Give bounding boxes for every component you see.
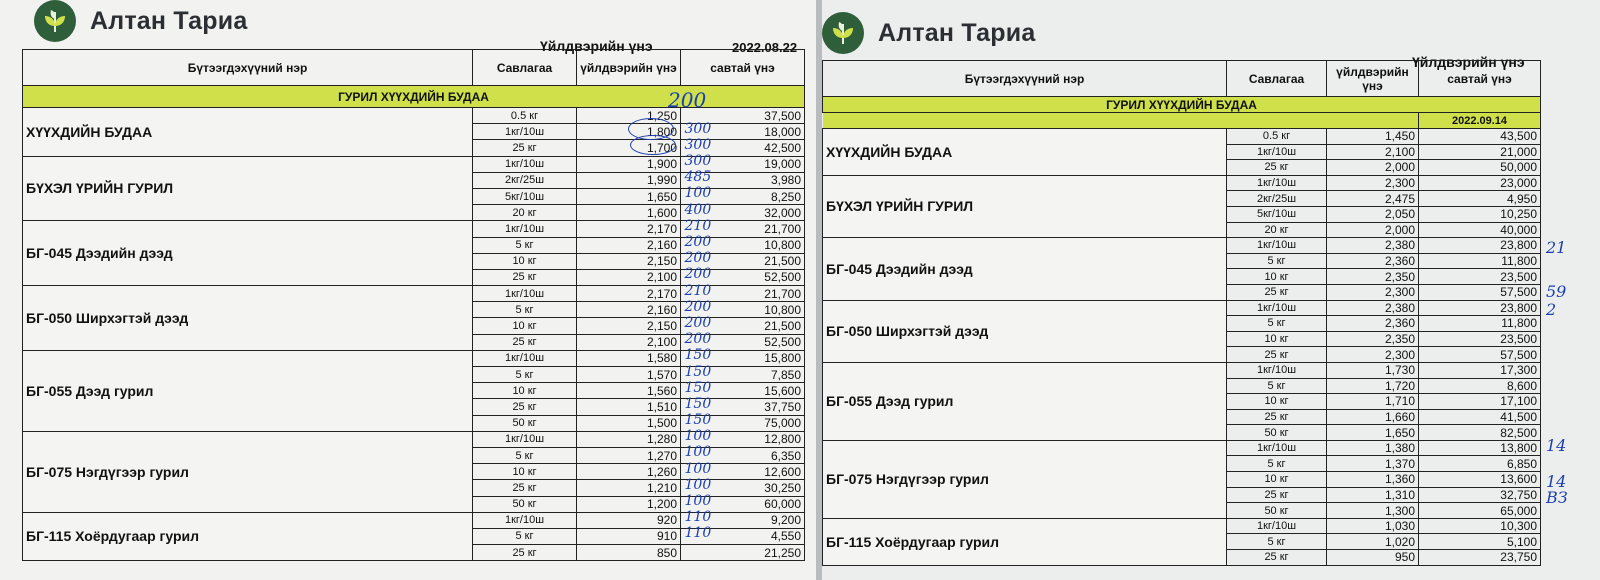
packaged-price-cell: 10,800 [681, 302, 805, 318]
factory-price-cell: 1,280 [577, 431, 681, 447]
handwritten-note: 100 [684, 428, 712, 445]
header-package: Савлагаа [1227, 61, 1327, 97]
package-cell: 5 кг [473, 528, 577, 544]
factory-price-cell: 850 [577, 545, 681, 561]
packaged-price-cell: 50,000 [1419, 160, 1541, 176]
package-cell: 50 кг [473, 496, 577, 512]
package-cell: 10 кг [1227, 331, 1327, 347]
product-name: БГ-115 Хоёрдугаар гурил [23, 512, 473, 561]
packaged-price-cell: 10,250 [1419, 206, 1541, 222]
handwritten-note: 150 [684, 363, 712, 380]
package-cell: 1кг/10ш [473, 156, 577, 172]
price-list-title: Үйлдвэрийн үнэ [1412, 54, 1525, 70]
factory-price-cell: 1,700 [577, 140, 681, 156]
header-packaged-price: савтай үнэ [1419, 61, 1541, 97]
handwritten-margin-note: ВЗ [1546, 488, 1568, 507]
package-cell: 5 кг [1227, 378, 1327, 394]
handwritten-note: 100 [684, 476, 712, 493]
packaged-price-cell: 23,500 [1419, 269, 1541, 285]
factory-price-cell: 1,580 [577, 350, 681, 366]
handwritten-note: 150 [684, 395, 712, 412]
packaged-price-cell: 19,000 [681, 156, 805, 172]
factory-price-cell: 2,150 [577, 318, 681, 334]
product-name: БГ-045 Дээдийн дээд [823, 238, 1227, 300]
packaged-price-cell: 9,200 [681, 512, 805, 528]
packaged-price-cell: 65,000 [1419, 503, 1541, 519]
brand-name: Алтан Тариа [878, 18, 1036, 47]
packaged-price-cell: 21,250 [681, 545, 805, 561]
packaged-price-cell: 6,350 [681, 447, 805, 463]
factory-price-cell: 1,380 [1327, 440, 1419, 456]
factory-price-cell: 1,800 [577, 124, 681, 140]
factory-price-cell: 1,200 [577, 496, 681, 512]
handwritten-note: 200 [684, 298, 712, 315]
factory-price-cell: 2,150 [577, 253, 681, 269]
handwritten-note: 100 [684, 444, 712, 461]
table-row [823, 518, 1541, 534]
packaged-price-cell: 11,800 [1419, 316, 1541, 332]
handwritten-margin-note: 59 [1546, 282, 1567, 301]
packaged-price-cell: 12,800 [681, 431, 805, 447]
packaged-price-cell: 42,500 [681, 140, 805, 156]
handwritten-note: 150 [684, 347, 712, 364]
handwritten-margin-note: 14 [1546, 472, 1567, 491]
product-name: БГ-045 Дээдийн дээд [23, 221, 473, 286]
handwritten-note: 150 [684, 379, 712, 396]
table-row [823, 129, 1541, 145]
packaged-price-cell: 15,600 [681, 383, 805, 399]
handwritten-note: 100 [684, 460, 712, 477]
factory-price-cell: 1,710 [1327, 394, 1419, 410]
package-cell: 50 кг [1227, 503, 1327, 519]
package-cell: 2кг/25ш [1227, 191, 1327, 207]
table-row [823, 175, 1541, 191]
handwritten-note: 200 [684, 331, 712, 348]
factory-price-cell: 2,000 [1327, 160, 1419, 176]
package-cell: 0.5 кг [1227, 129, 1327, 145]
package-cell: 5 кг [473, 367, 577, 383]
packaged-price-cell: 23,500 [1419, 331, 1541, 347]
packaged-price-cell: 10,300 [1419, 518, 1541, 534]
factory-price-cell: 2,000 [1327, 222, 1419, 238]
factory-price-cell: 950 [1327, 550, 1419, 566]
packaged-price-cell: 23,800 [1419, 300, 1541, 316]
packaged-price-cell: 52,500 [681, 269, 805, 285]
factory-price-cell: 2,380 [1327, 300, 1419, 316]
wheat-leaf-icon [34, 0, 76, 42]
packaged-price-cell: 4,950 [1419, 191, 1541, 207]
product-name: БГ-075 Нэгдүгээр гурил [23, 431, 473, 512]
packaged-price-cell: 5,100 [1419, 534, 1541, 550]
packaged-price-cell: 82,500 [1419, 425, 1541, 441]
table-row [823, 362, 1541, 378]
section-title: ГУРИЛ ХҮҮХДИЙН БУДАА [823, 97, 1541, 113]
packaged-price-cell: 17,100 [1419, 394, 1541, 410]
package-cell: 1кг/10ш [1227, 238, 1327, 254]
product-name: БГ-050 Ширхэгтэй дээд [823, 300, 1227, 362]
packaged-price-cell: 10,800 [681, 237, 805, 253]
package-cell: 10 кг [1227, 394, 1327, 410]
packaged-price-cell: 41,500 [1419, 409, 1541, 425]
package-cell: 25 кг [1227, 487, 1327, 503]
brand-logo [822, 12, 1035, 54]
header-product: Бүтээгдэхүүний нэр [23, 50, 473, 86]
packaged-price-cell: 32,750 [1419, 487, 1541, 503]
factory-price-cell: 2,360 [1327, 316, 1419, 332]
package-cell: 5 кг [473, 237, 577, 253]
factory-price-cell: 1,360 [1327, 472, 1419, 488]
package-cell: 1кг/10ш [1227, 518, 1327, 534]
factory-price-cell: 1,990 [577, 172, 681, 188]
package-cell: 5кг/10ш [1227, 206, 1327, 222]
packaged-price-cell: 8,600 [1419, 378, 1541, 394]
package-cell: 1кг/10ш [1227, 144, 1327, 160]
handwritten-note: 300 [684, 136, 712, 153]
factory-price-cell: 1,210 [577, 480, 681, 496]
package-cell: 1кг/10ш [1227, 175, 1327, 191]
factory-price-cell: 1,250 [577, 108, 681, 124]
factory-price-cell: 1,650 [1327, 425, 1419, 441]
factory-price-cell: 2,380 [1327, 238, 1419, 254]
product-name: ХҮҮХДИЙН БУДАА [23, 108, 473, 157]
packaged-price-cell: 13,800 [1419, 440, 1541, 456]
factory-price-cell: 2,100 [577, 269, 681, 285]
factory-price-cell: 2,100 [1327, 144, 1419, 160]
package-cell: 10 кг [473, 318, 577, 334]
package-cell: 25 кг [473, 140, 577, 156]
factory-price-cell: 2,170 [577, 286, 681, 302]
factory-price-cell: 1,720 [1327, 378, 1419, 394]
factory-price-cell: 1,900 [577, 156, 681, 172]
factory-price-cell: 1,730 [1327, 362, 1419, 378]
factory-price-cell: 2,300 [1327, 175, 1419, 191]
factory-price-cell: 2,300 [1327, 284, 1419, 300]
package-cell: 1кг/10ш [473, 350, 577, 366]
packaged-price-cell: 17,300 [1419, 362, 1541, 378]
product-name: БГ-055 Дээд гурил [23, 350, 473, 431]
factory-price-cell: 1,030 [1327, 518, 1419, 534]
packaged-price-cell: 60,000 [681, 496, 805, 512]
packaged-price-cell: 8,250 [681, 188, 805, 204]
packaged-price-cell: 57,500 [1419, 284, 1541, 300]
packaged-price-cell: 3,980 [681, 172, 805, 188]
table-row [823, 238, 1541, 254]
package-cell: 10 кг [473, 464, 577, 480]
header-factory-price: үйлдвэрийн үнэ [577, 50, 681, 86]
package-cell: 50 кг [1227, 425, 1327, 441]
package-cell: 1кг/10ш [473, 512, 577, 528]
factory-price-cell: 1,020 [1327, 534, 1419, 550]
brand-name: Алтан Тариа [90, 6, 248, 35]
product-name: ХҮҮХДИЙН БУДАА [823, 129, 1227, 176]
price-sheet-right [822, 0, 1600, 580]
factory-price-cell: 2,100 [577, 334, 681, 350]
packaged-price-cell: 32,000 [681, 205, 805, 221]
packaged-price-cell: 37,500 [681, 108, 805, 124]
product-name: БГ-055 Дээд гурил [823, 362, 1227, 440]
handwritten-section-note: 200 [668, 88, 707, 112]
factory-price-cell: 2,170 [577, 221, 681, 237]
wheat-leaf-icon [822, 12, 864, 54]
packaged-price-cell: 7,850 [681, 367, 805, 383]
factory-price-cell: 920 [577, 512, 681, 528]
package-cell: 25 кг [473, 399, 577, 415]
handwritten-note: 300 [684, 120, 712, 137]
header-factory-price: үйлдвэрийн үнэ [1327, 61, 1419, 97]
factory-price-cell: 2,160 [577, 237, 681, 253]
package-cell: 5 кг [473, 302, 577, 318]
package-cell: 1кг/10ш [473, 221, 577, 237]
document-date: 2022.09.14 [1419, 113, 1541, 129]
factory-price-cell: 1,260 [577, 464, 681, 480]
handwritten-note: 300 [684, 153, 712, 170]
package-cell: 25 кг [473, 545, 577, 561]
document-date: 2022.08.22 [732, 40, 798, 55]
packaged-price-cell: 6,850 [1419, 456, 1541, 472]
product-name: БГ-050 Ширхэгтэй дээд [23, 286, 473, 351]
packaged-price-cell: 15,800 [681, 350, 805, 366]
packaged-price-cell: 37,750 [681, 399, 805, 415]
factory-price-cell: 2,350 [1327, 331, 1419, 347]
product-name: БГ-075 Нэгдүгээр гурил [823, 440, 1227, 518]
package-cell: 1кг/10ш [1227, 362, 1327, 378]
package-cell: 25 кг [1227, 284, 1327, 300]
product-name: БҮХЭЛ ҮРИЙН ГУРИЛ [23, 156, 473, 221]
factory-price-cell: 1,270 [577, 447, 681, 463]
factory-price-cell: 1,450 [1327, 129, 1419, 145]
packaged-price-cell: 52,500 [681, 334, 805, 350]
handwritten-note: 210 [684, 282, 712, 299]
package-cell: 1кг/10ш [473, 286, 577, 302]
factory-price-cell: 1,570 [577, 367, 681, 383]
package-cell: 5 кг [1227, 253, 1327, 269]
package-cell: 25 кг [1227, 409, 1327, 425]
package-cell: 5 кг [1227, 534, 1327, 550]
package-cell: 25 кг [1227, 550, 1327, 566]
packaged-price-cell: 75,000 [681, 415, 805, 431]
packaged-price-cell: 21,700 [681, 221, 805, 237]
table-row [823, 440, 1541, 456]
package-cell: 20 кг [473, 205, 577, 221]
price-table [822, 60, 1541, 566]
packaged-price-cell: 21,500 [681, 253, 805, 269]
package-cell: 1кг/10ш [1227, 300, 1327, 316]
handwritten-note: 485 [684, 169, 712, 186]
package-cell: 0.5 кг [473, 108, 577, 124]
package-cell: 5 кг [1227, 316, 1327, 332]
handwritten-margin-note: 2 [1546, 300, 1557, 319]
factory-price-cell: 1,310 [1327, 487, 1419, 503]
header-packaged-price: савтай үнэ [681, 50, 805, 86]
package-cell: 10 кг [473, 383, 577, 399]
package-cell: 10 кг [1227, 269, 1327, 285]
package-cell: 1кг/10ш [473, 431, 577, 447]
packaged-price-cell: 12,600 [681, 464, 805, 480]
handwritten-circle [630, 135, 676, 155]
factory-price-cell: 2,300 [1327, 347, 1419, 363]
handwritten-note: 210 [684, 217, 712, 234]
package-cell: 5 кг [1227, 456, 1327, 472]
product-name: БҮХЭЛ ҮРИЙН ГУРИЛ [823, 175, 1227, 237]
handwritten-note: 100 [684, 185, 712, 202]
handwritten-note: 200 [684, 266, 712, 283]
package-cell: 5кг/10ш [473, 188, 577, 204]
factory-price-cell: 1,500 [577, 415, 681, 431]
handwritten-note: 100 [684, 493, 712, 509]
header-product: Бүтээгдэхүүний нэр [823, 61, 1227, 97]
packaged-price-cell: 23,800 [1419, 238, 1541, 254]
package-cell: 25 кг [1227, 347, 1327, 363]
package-cell: 25 кг [473, 334, 577, 350]
factory-price-cell: 910 [577, 528, 681, 544]
packaged-price-cell: 43,500 [1419, 129, 1541, 145]
factory-price-cell: 1,370 [1327, 456, 1419, 472]
product-name: БГ-115 Хоёрдугаар гурил [823, 518, 1227, 565]
package-cell: 5 кг [473, 447, 577, 463]
package-cell: 50 кг [473, 415, 577, 431]
handwritten-note: 200 [684, 250, 712, 267]
package-cell: 20 кг [1227, 222, 1327, 238]
handwritten-note: 200 [684, 314, 712, 331]
packaged-price-cell: 11,800 [1419, 253, 1541, 269]
package-cell: 1кг/10ш [1227, 440, 1327, 456]
packaged-price-cell: 21,700 [681, 286, 805, 302]
factory-price-cell: 2,160 [577, 302, 681, 318]
handwritten-note: 110 [684, 509, 712, 526]
packaged-price-cell: 18,000 [681, 124, 805, 140]
handwritten-margin-note: 21 [1546, 238, 1567, 257]
package-cell: 1кг/10ш [473, 124, 577, 140]
brand-logo [34, 0, 247, 42]
price-list-title: Үйлдвэрийн үнэ [540, 38, 653, 54]
factory-price-cell: 2,360 [1327, 253, 1419, 269]
factory-price-cell: 1,560 [577, 383, 681, 399]
factory-price-cell: 1,300 [1327, 503, 1419, 519]
factory-price-cell: 1,660 [1327, 409, 1419, 425]
packaged-price-cell: 4,550 [681, 528, 805, 544]
factory-price-cell: 2,050 [1327, 206, 1419, 222]
package-cell: 25 кг [1227, 160, 1327, 176]
package-cell: 10 кг [1227, 472, 1327, 488]
header-package: Савлагаа [473, 50, 577, 86]
package-cell: 25 кг [473, 269, 577, 285]
package-cell: 25 кг [473, 480, 577, 496]
table-row [823, 300, 1541, 316]
packaged-price-cell: 30,250 [681, 480, 805, 496]
packaged-price-cell: 23,000 [1419, 175, 1541, 191]
handwritten-note: 150 [684, 412, 712, 429]
package-cell: 2кг/25ш [473, 172, 577, 188]
packaged-price-cell: 23,750 [1419, 550, 1541, 566]
packaged-price-cell: 57,500 [1419, 347, 1541, 363]
packaged-price-cell: 13,600 [1419, 472, 1541, 488]
packaged-price-cell: 21,000 [1419, 144, 1541, 160]
handwritten-margin-note: 14 [1546, 436, 1567, 455]
factory-price-cell: 1,650 [577, 188, 681, 204]
factory-price-cell: 1,600 [577, 205, 681, 221]
factory-price-cell: 1,510 [577, 399, 681, 415]
package-cell: 10 кг [473, 253, 577, 269]
section-title: ГУРИЛ ХҮҮХДИЙН БУДАА [23, 86, 805, 108]
factory-price-cell: 2,350 [1327, 269, 1419, 285]
handwritten-note: 110 [684, 525, 712, 542]
packaged-price-cell: 21,500 [681, 318, 805, 334]
factory-price-cell: 2,475 [1327, 191, 1419, 207]
handwritten-note: 400 [684, 201, 712, 218]
handwritten-note: 200 [684, 234, 712, 250]
packaged-price-cell: 40,000 [1419, 222, 1541, 238]
